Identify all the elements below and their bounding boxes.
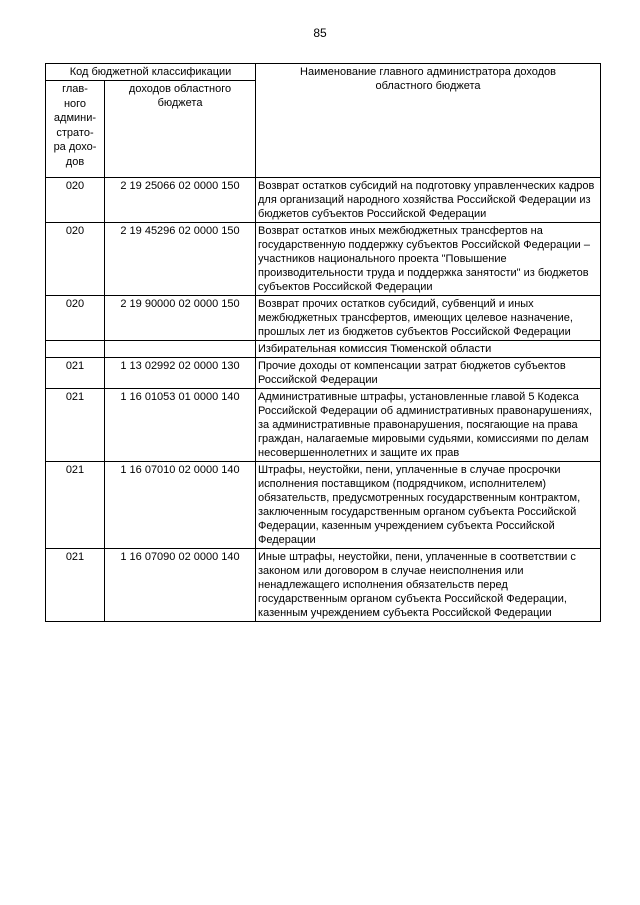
admin-code-cell: 021	[46, 389, 105, 462]
empty-cell	[46, 341, 105, 358]
administrator-name-cell: Возврат прочих остатков субсидий, субвенций и иных межбюджетных трансфертов, имеющих целевое назначение, прошлых лет из бюджетов субъектов Российской Федерации	[256, 296, 601, 341]
empty-cell	[105, 341, 256, 358]
admin-column-header: глав- ного админи- страто- ра дохо- дов	[46, 81, 105, 178]
admin-code-cell: 021	[46, 462, 105, 549]
administrator-name-cell: Возврат остатков субсидий на подготовку управленческих кадров для организаций народного хозяйства Российской Федерации из бюджетов субъектов Российской Федерации	[256, 178, 601, 223]
income-code-cell: 2 19 90000 02 0000 150	[105, 296, 256, 341]
administrator-name-cell: Иные штрафы, неустойки, пени, уплаченные в соответствии с законом или договором в случае неисполнения или ненадлежащего исполнения обязательств перед государственным органом субъекта Российской Федерации, казенным учреждением субъекта Российской Федерации	[256, 549, 601, 622]
income-code-cell: 1 16 01053 01 0000 140	[105, 389, 256, 462]
group-header: Код бюджетной классификации	[46, 64, 256, 81]
name-column-header	[256, 64, 601, 178]
admin-code-cell: 021	[46, 549, 105, 622]
page-number: 85	[313, 26, 327, 40]
administrator-name-cell: Возврат остатков иных межбюджетных трансфертов на государственную поддержку субъектов Российской Федерации – участников национального проекта "Повышение производительности труда и поддержка занятости" из бюджетов субъектов Российской Федерации	[256, 223, 601, 296]
admin-code-cell: 020	[46, 178, 105, 223]
income-code-cell: 1 16 07090 02 0000 140	[105, 549, 256, 622]
administrator-name-cell: Прочие доходы от компенсации затрат бюджетов субъектов Российской Федерации	[256, 358, 601, 389]
section-row	[46, 341, 601, 358]
table-row	[46, 462, 601, 549]
income-code-cell: 1 16 07010 02 0000 140	[105, 462, 256, 549]
table-row	[46, 389, 601, 462]
income-column-header	[105, 81, 256, 178]
table-row	[46, 178, 601, 223]
admin-code-cell: 020	[46, 223, 105, 296]
section-title: Избирательная комиссия Тюменской области	[256, 341, 601, 358]
table-row	[46, 358, 601, 389]
income-column-header-text: доходов областного бюджета	[128, 83, 232, 109]
income-code-cell: 2 19 25066 02 0000 150	[105, 178, 256, 223]
admin-code-cell: 020	[46, 296, 105, 341]
table-row	[46, 549, 601, 622]
income-code-cell: 1 13 02992 02 0000 130	[105, 358, 256, 389]
administrator-name-cell: Административные штрафы, установленные главой 5 Кодекса Российской Федерации об административных правонарушениях, за административные правонарушения, посягающие на права граждан, налагаемые мировыми судьями, комиссиями по делам несовершеннолетних и защите их прав	[256, 389, 601, 462]
table-row	[46, 296, 601, 341]
income-code-cell: 2 19 45296 02 0000 150	[105, 223, 256, 296]
table-row	[46, 223, 601, 296]
name-column-header-text: Наименование главного администратора доходов областного бюджета	[300, 66, 556, 92]
budget-classification-table	[45, 63, 601, 622]
header-row-group	[46, 64, 601, 81]
admin-code-cell: 021	[46, 358, 105, 389]
administrator-name-cell: Штрафы, неустойки, пени, уплаченные в случае просрочки исполнения поставщиком (подрядчиком, исполнителем) обязательств, предусмотренных государственным контрактом, заключенным государственным органом субъекта Российской Федерации, казенным учреждением субъекта Российской Федерации	[256, 462, 601, 549]
